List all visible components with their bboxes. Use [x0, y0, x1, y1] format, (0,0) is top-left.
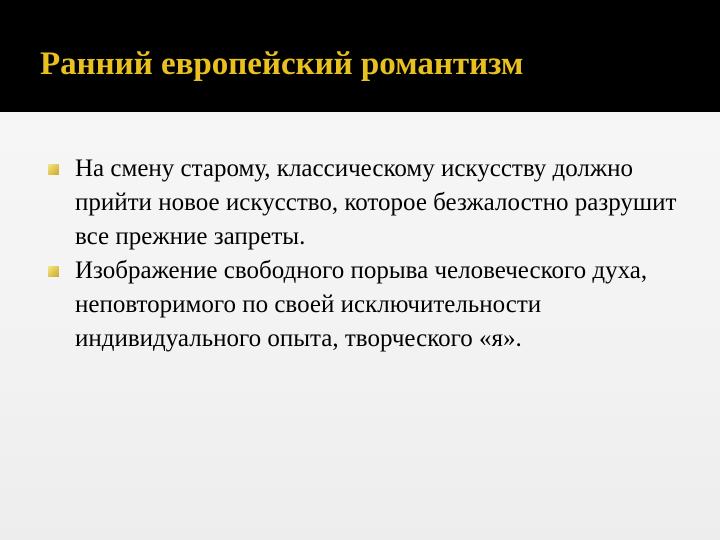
title-bar: [0, 0, 720, 112]
bullet-item: [48, 152, 708, 254]
bullet-item: [48, 254, 708, 356]
bullet-text: Изображение свободного порыва человеческого духа, неповторимого по своей исключительности индивидуального опыта, творческого «я».: [75, 257, 648, 352]
slide-content: [0, 112, 720, 540]
bullet-text: На смену старому, классическому искусству должно прийти новое искусство, которое безжалостно разрушит все прежние запреты.: [75, 155, 677, 250]
slide-title: Ранний европейский романтизм: [40, 46, 524, 82]
square-bullet-icon: [48, 266, 59, 277]
bullet-list: [48, 152, 708, 356]
square-bullet-icon: [48, 164, 59, 175]
